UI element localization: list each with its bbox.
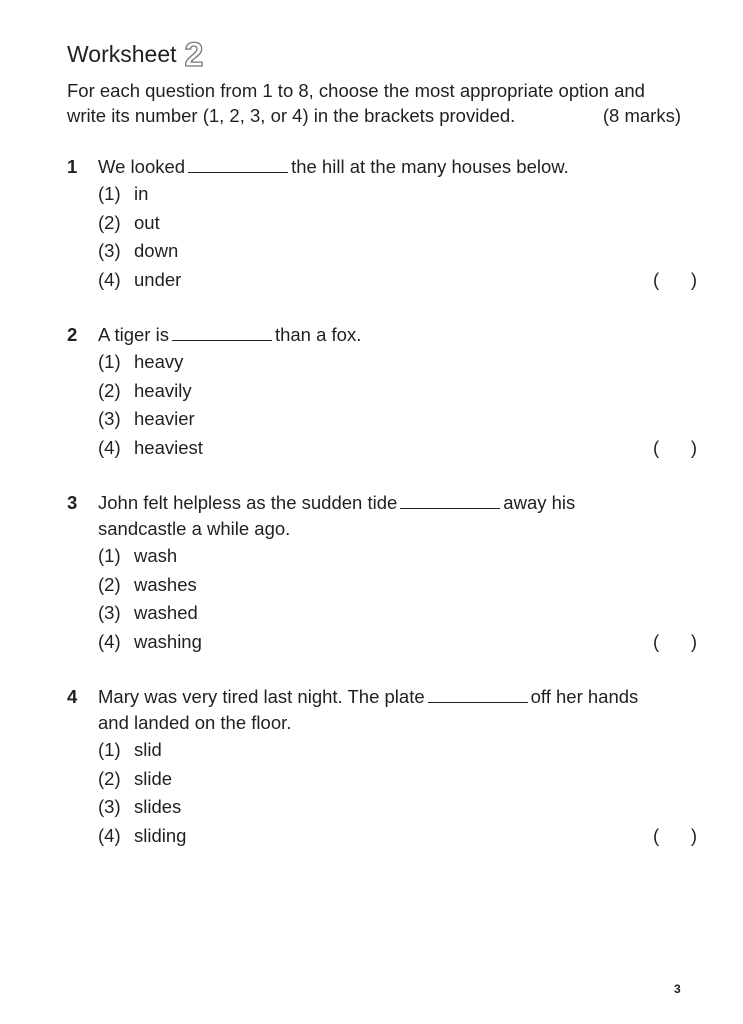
option-3 <box>98 793 687 822</box>
option-label: (1) <box>98 545 121 566</box>
option-4 <box>98 266 697 295</box>
option-text: heavy <box>134 351 184 372</box>
option-4 <box>98 822 697 851</box>
option-label: (1) <box>98 351 121 372</box>
option-4 <box>98 434 697 463</box>
option-2 <box>98 571 687 600</box>
option-1 <box>98 542 687 571</box>
question-4 <box>67 684 697 850</box>
options-list <box>98 542 697 656</box>
option-label: (3) <box>98 602 121 623</box>
bracket-close: ) <box>690 824 697 846</box>
option-text: in <box>134 183 149 204</box>
option-text: washed <box>134 602 198 623</box>
option-3 <box>98 599 687 628</box>
option-label: (2) <box>98 379 121 401</box>
answer-blank <box>428 701 528 703</box>
question-1 <box>67 154 697 294</box>
question-number: 3 <box>67 492 78 513</box>
option-label: (4) <box>98 436 121 458</box>
option-label: (4) <box>98 268 121 290</box>
answer-blank <box>188 171 288 173</box>
question-2 <box>67 322 697 462</box>
bracket-open: ( <box>653 268 660 290</box>
option-label: (2) <box>98 211 121 233</box>
question-stem <box>98 322 678 348</box>
bracket-close: ) <box>690 436 697 458</box>
question-text-after: than a fox. <box>274 324 362 345</box>
question-text-before: We looked <box>98 156 186 177</box>
answer-brackets[interactable] <box>653 822 697 851</box>
question-text-after: away his <box>503 492 576 513</box>
question-stem <box>98 154 678 180</box>
option-text: heaviest <box>134 436 203 458</box>
worksheet-title: Worksheet <box>67 41 177 67</box>
option-1 <box>98 180 687 209</box>
question-number: 1 <box>67 156 78 177</box>
question-stem <box>98 490 678 542</box>
answer-brackets[interactable] <box>653 628 697 657</box>
options-list <box>98 180 697 294</box>
question-stem <box>98 684 678 736</box>
option-text: down <box>134 240 179 261</box>
bracket-open: ( <box>653 824 660 846</box>
instructions <box>67 78 687 128</box>
worksheet-heading <box>67 34 204 74</box>
question-number: 2 <box>67 324 78 345</box>
answer-brackets[interactable] <box>653 434 697 463</box>
option-3 <box>98 405 687 434</box>
option-label: (3) <box>98 796 121 817</box>
option-text: slides <box>134 796 182 817</box>
option-3 <box>98 237 687 266</box>
answer-brackets[interactable] <box>653 266 697 295</box>
marks-label: (8 marks) <box>602 105 681 126</box>
answer-blank <box>400 507 500 509</box>
question-text-after: the hill at the many houses below. <box>291 156 569 177</box>
option-label: (3) <box>98 240 121 261</box>
instructions-line-2: write its number (1, 2, 3, or 4) in the brackets provided. <box>67 105 516 126</box>
question-3 <box>67 490 697 656</box>
question-text-line-2: sandcastle a while ago. <box>98 518 291 539</box>
option-text: slide <box>134 767 173 789</box>
option-text: under <box>134 268 182 290</box>
worksheet-number: 2 <box>184 36 204 74</box>
option-1 <box>98 736 687 765</box>
options-list <box>98 736 697 850</box>
option-text: sliding <box>134 824 187 846</box>
option-text: slid <box>134 739 162 760</box>
option-label: (1) <box>98 739 121 760</box>
option-label: (4) <box>98 630 121 652</box>
option-text: wash <box>134 545 178 566</box>
option-2 <box>98 765 687 794</box>
question-text-line-2: and landed on the floor. <box>98 712 292 733</box>
question-number: 4 <box>67 686 78 707</box>
option-label: (3) <box>98 408 121 429</box>
bracket-close: ) <box>690 630 697 652</box>
option-text: heavily <box>134 379 192 401</box>
option-4 <box>98 628 697 657</box>
option-label: (2) <box>98 767 121 789</box>
page-number: 3 <box>674 982 681 996</box>
answer-blank <box>172 339 272 341</box>
options-list <box>98 348 697 462</box>
option-2 <box>98 377 687 406</box>
option-label: (2) <box>98 573 121 595</box>
bracket-open: ( <box>653 630 660 652</box>
option-2 <box>98 209 687 238</box>
option-1 <box>98 348 687 377</box>
question-text-before: A tiger is <box>98 324 169 345</box>
bracket-open: ( <box>653 436 660 458</box>
option-text: washes <box>134 573 197 595</box>
bracket-close: ) <box>690 268 697 290</box>
question-text-before: Mary was very tired last night. The plate <box>98 686 425 707</box>
option-label: (4) <box>98 824 121 846</box>
option-text: washing <box>134 630 202 652</box>
option-label: (1) <box>98 183 121 204</box>
question-text-after: off her hands <box>530 686 639 707</box>
option-text: out <box>134 211 160 233</box>
question-text-before: John felt helpless as the sudden tide <box>98 492 398 513</box>
option-text: heavier <box>134 408 195 429</box>
instructions-line-1: For each question from 1 to 8, choose the most appropriate option and <box>67 80 645 101</box>
